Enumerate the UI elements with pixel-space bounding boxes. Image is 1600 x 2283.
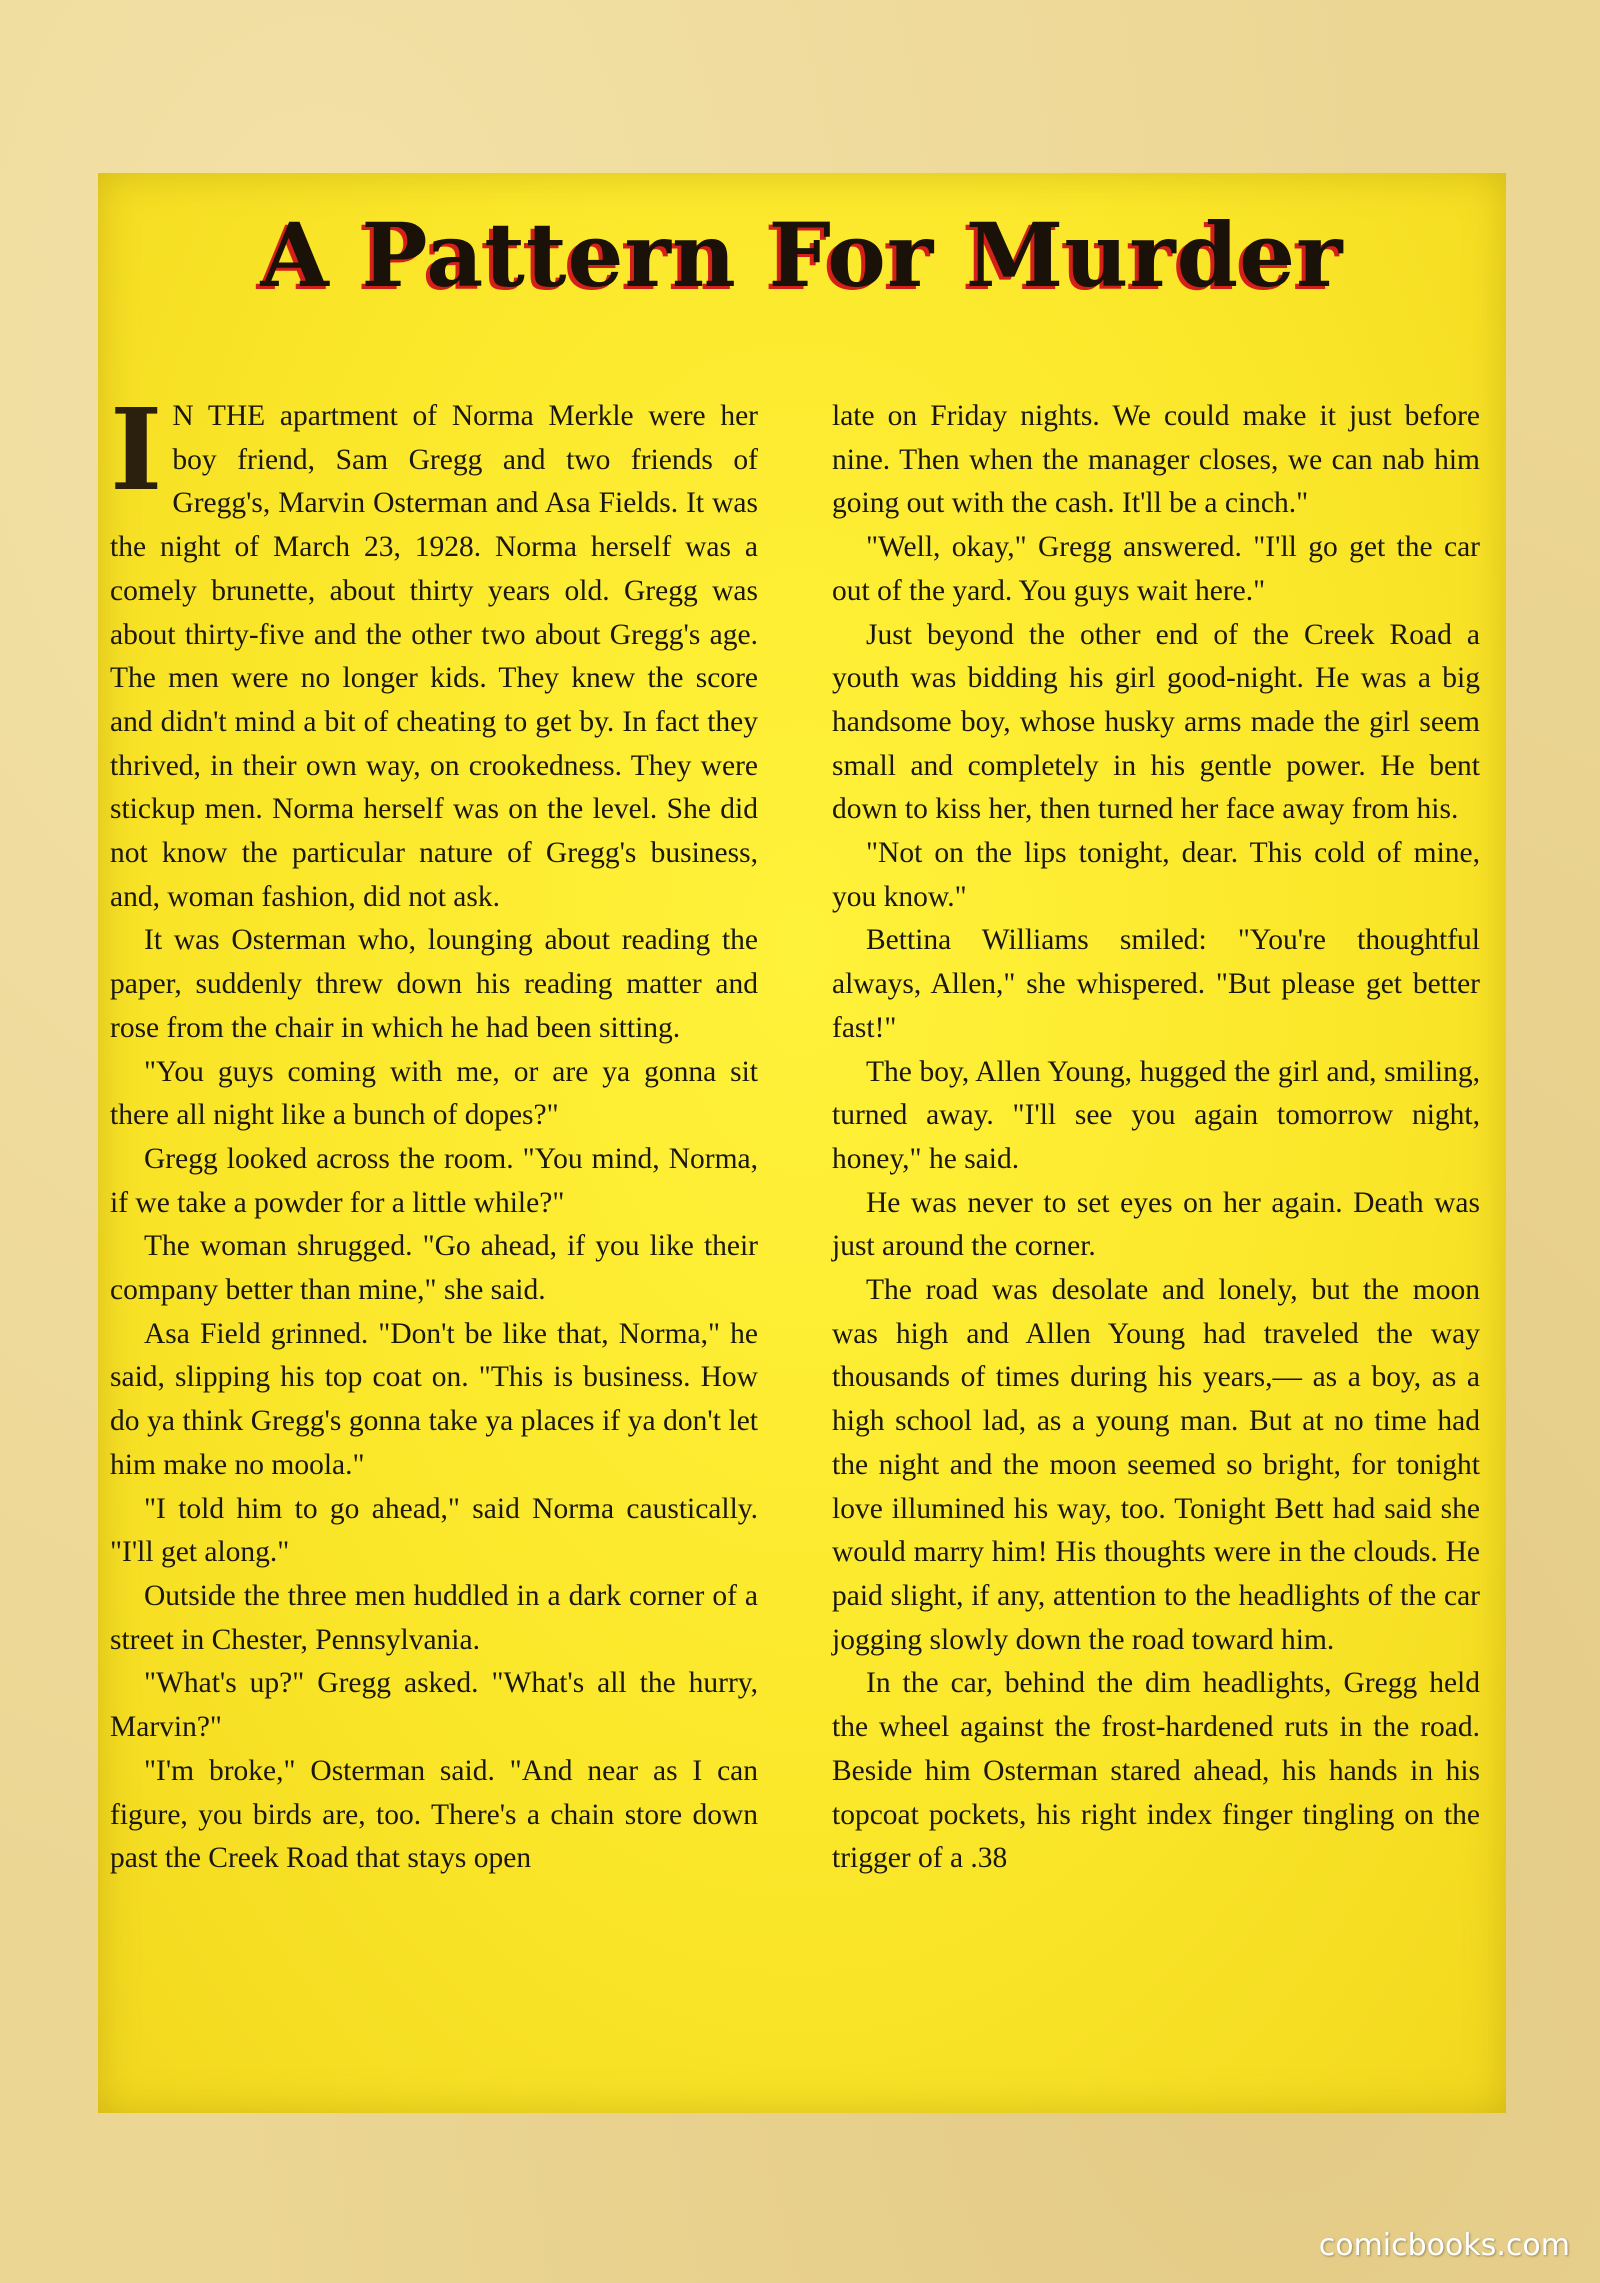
paragraph: Asa Field grinned. "Don't be like that, Norma," he said, slipping his top coat on. "This is business. How do ya think Gregg's gonna take ya places if ya don't let him make no moola."	[110, 1317, 758, 1481]
story-title: A Pattern For Murder	[260, 203, 1344, 307]
paragraph: The road was desolate and lonely, but the moon was high and Allen Young had traveled the way thousands of times during his years,— as a boy, as a high school lad, as a young man. But at no time had the night and the moon seemed so bright, for tonight love illumined his way, too. Tonight Bett had said she would marry him! His thoughts were in the clouds. He paid slight, if any, attention to the headlights of the car jogging slowly down the road toward him.	[832, 1274, 1480, 1656]
paragraph: Bettina Williams smiled: "You're thoughtful always, Allen," she whispered. "But please get better fast!"	[832, 924, 1480, 1044]
paragraph: The boy, Allen Young, hugged the girl and, smiling, turned away. "I'll see you again tomorrow night, honey," he said.	[832, 1055, 1480, 1175]
paragraph: Outside the three men huddled in a dark corner of a street in Chester, Pennsylvania.	[110, 1579, 758, 1656]
opening-text: N THE apartment of Norma Merkle were her boy friend, Sam Gregg and two friends of Gregg's, Marvin Osterman and Asa Fields. It was the night of March 23, 1928. Norma herself was a comely brunette, about thirty years old. Gregg was about thirty-five and the other two about Gregg's age. The men were no longer kids. They knew the score and didn't mind a bit of cheating to get by. In fact they thrived, in their own way, on crookedness. They were stickup men. Norma herself was on the level. She did not know the particular nature of Gregg's business, and, woman fashion, did not ask.	[110, 400, 758, 913]
paragraph: "What's up?" Gregg asked. "What's all the hurry, Marvin?"	[110, 1667, 758, 1744]
paragraph: Just beyond the other end of the Creek Road a youth was bidding his girl good-night. He was a big handsome boy, whose husky arms made the girl seem small and completely in his gentle power. He bent down to kiss her, then turned her face away from his.	[832, 618, 1480, 826]
story-panel	[98, 173, 1506, 2113]
paragraph: "You guys coming with me, or are ya gonna sit there all night like a bunch of dopes?"	[110, 1055, 758, 1132]
right-column	[832, 395, 1480, 1881]
paragraph: It was Osterman who, lounging about reading the paper, suddenly threw down his reading matter and rose from the chair in which he had been sitting.	[110, 924, 758, 1044]
opening-paragraph	[110, 385, 758, 919]
paragraph: "I'm broke," Osterman said. "And near as I can figure, you birds are, too. There's a chain store down past the Creek Road that stays open	[110, 1754, 758, 1875]
site-watermark: comicbooks.com	[1318, 2228, 1570, 2263]
paragraph: The woman shrugged. "Go ahead, if you like their company better than mine," she said.	[110, 1230, 758, 1307]
paragraph: "Not on the lips tonight, dear. This cold of mine, you know."	[832, 837, 1480, 913]
paragraph: "Well, okay," Gregg answered. "I'll go get the car out of the yard. You guys wait here."	[832, 531, 1480, 607]
drop-cap: I	[110, 385, 163, 516]
paragraph: In the car, behind the dim headlights, Gregg held the wheel against the frost-hardened ruts in the road. Beside him Osterman stared ahead, his hands in his topcoat pockets, his right index finger tingling on the trigger of a .38	[832, 1667, 1480, 1875]
paragraph: "I told him to go ahead," said Norma caustically. "I'll get along."	[110, 1492, 758, 1569]
left-column	[110, 385, 758, 1881]
continued-paragraph: late on Friday nights. We could make it just before nine. Then when the manager closes, we can nab him going out with the cash. It'll be a cinch."	[832, 400, 1480, 520]
paragraph: Gregg looked across the room. "You mind, Norma, if we take a powder for a little while?"	[110, 1142, 758, 1219]
paragraph: He was never to set eyes on her again. Death was just around the corner.	[832, 1186, 1480, 1263]
